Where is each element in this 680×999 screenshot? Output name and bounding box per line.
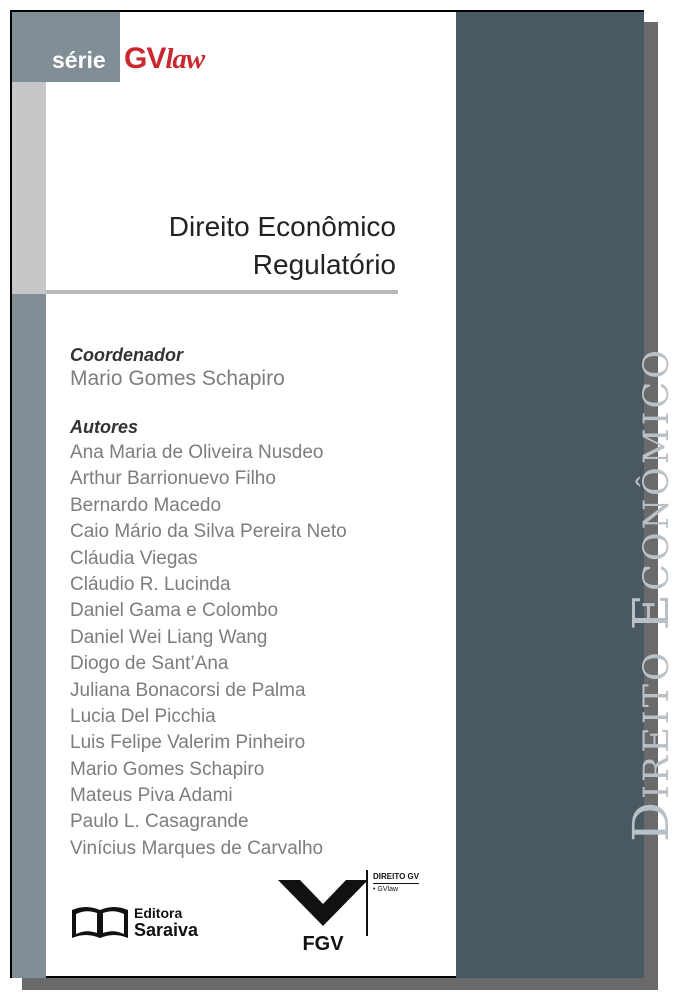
author-item: Diogo de Sant’Ana bbox=[70, 653, 229, 675]
author-item: Bernardo Macedo bbox=[70, 494, 222, 516]
author-item: Caio Mário da Silva Pereira Neto bbox=[70, 521, 347, 543]
open-book-icon bbox=[70, 902, 130, 942]
fgv-chevron-logo bbox=[278, 874, 368, 954]
spine-title: Direito Econômico bbox=[622, 346, 680, 842]
coordinator-name: Mario Gomes Schapiro bbox=[70, 367, 285, 390]
left-color-strip bbox=[12, 294, 46, 978]
author-item: Lucia Del Picchia bbox=[70, 705, 216, 727]
publisher-name: Editora Saraiva bbox=[134, 905, 199, 940]
book-cover bbox=[10, 10, 680, 978]
fgv-separator bbox=[366, 870, 368, 936]
author-item: Daniel Gama e Colombo bbox=[70, 600, 279, 622]
direito-gv-label: DIREITO GV • GVlaw bbox=[373, 872, 420, 893]
book-title bbox=[169, 208, 396, 284]
title-line-2: Regulatório bbox=[252, 249, 396, 280]
author-item: Ana Maria de Oliveira Nusdeo bbox=[70, 442, 324, 463]
author-item: Cláudia Viegas bbox=[70, 547, 198, 569]
fgv-logo-text: FGV bbox=[302, 933, 344, 955]
left-grey-panel bbox=[12, 82, 46, 294]
author-item: Vinícius Marques de Carvalho bbox=[70, 837, 324, 859]
author-item: Juliana Bonacorsi de Palma bbox=[70, 679, 306, 701]
coordinator-label: Coordenador bbox=[70, 345, 184, 365]
author-item: Paulo L. Casagrande bbox=[70, 811, 249, 833]
title-divider bbox=[46, 290, 398, 294]
author-item: Arthur Barrionuevo Filho bbox=[70, 468, 276, 490]
author-item: Cláudio R. Lucinda bbox=[70, 573, 231, 595]
publisher-logo bbox=[70, 902, 198, 942]
series-brand: GVlaw bbox=[124, 42, 205, 75]
author-item: Daniel Wei Liang Wang bbox=[70, 626, 268, 648]
author-item: Mario Gomes Schapiro bbox=[70, 758, 265, 780]
title-line-1: Direito Econômico bbox=[168, 211, 396, 242]
series-prefix: série bbox=[52, 47, 106, 73]
authors-label: Autores bbox=[70, 417, 139, 437]
right-spine-panel bbox=[456, 12, 644, 978]
author-item: Luis Felipe Valerim Pinheiro bbox=[70, 732, 306, 754]
author-item: Mateus Piva Adami bbox=[70, 785, 233, 807]
authors-list bbox=[70, 440, 347, 862]
